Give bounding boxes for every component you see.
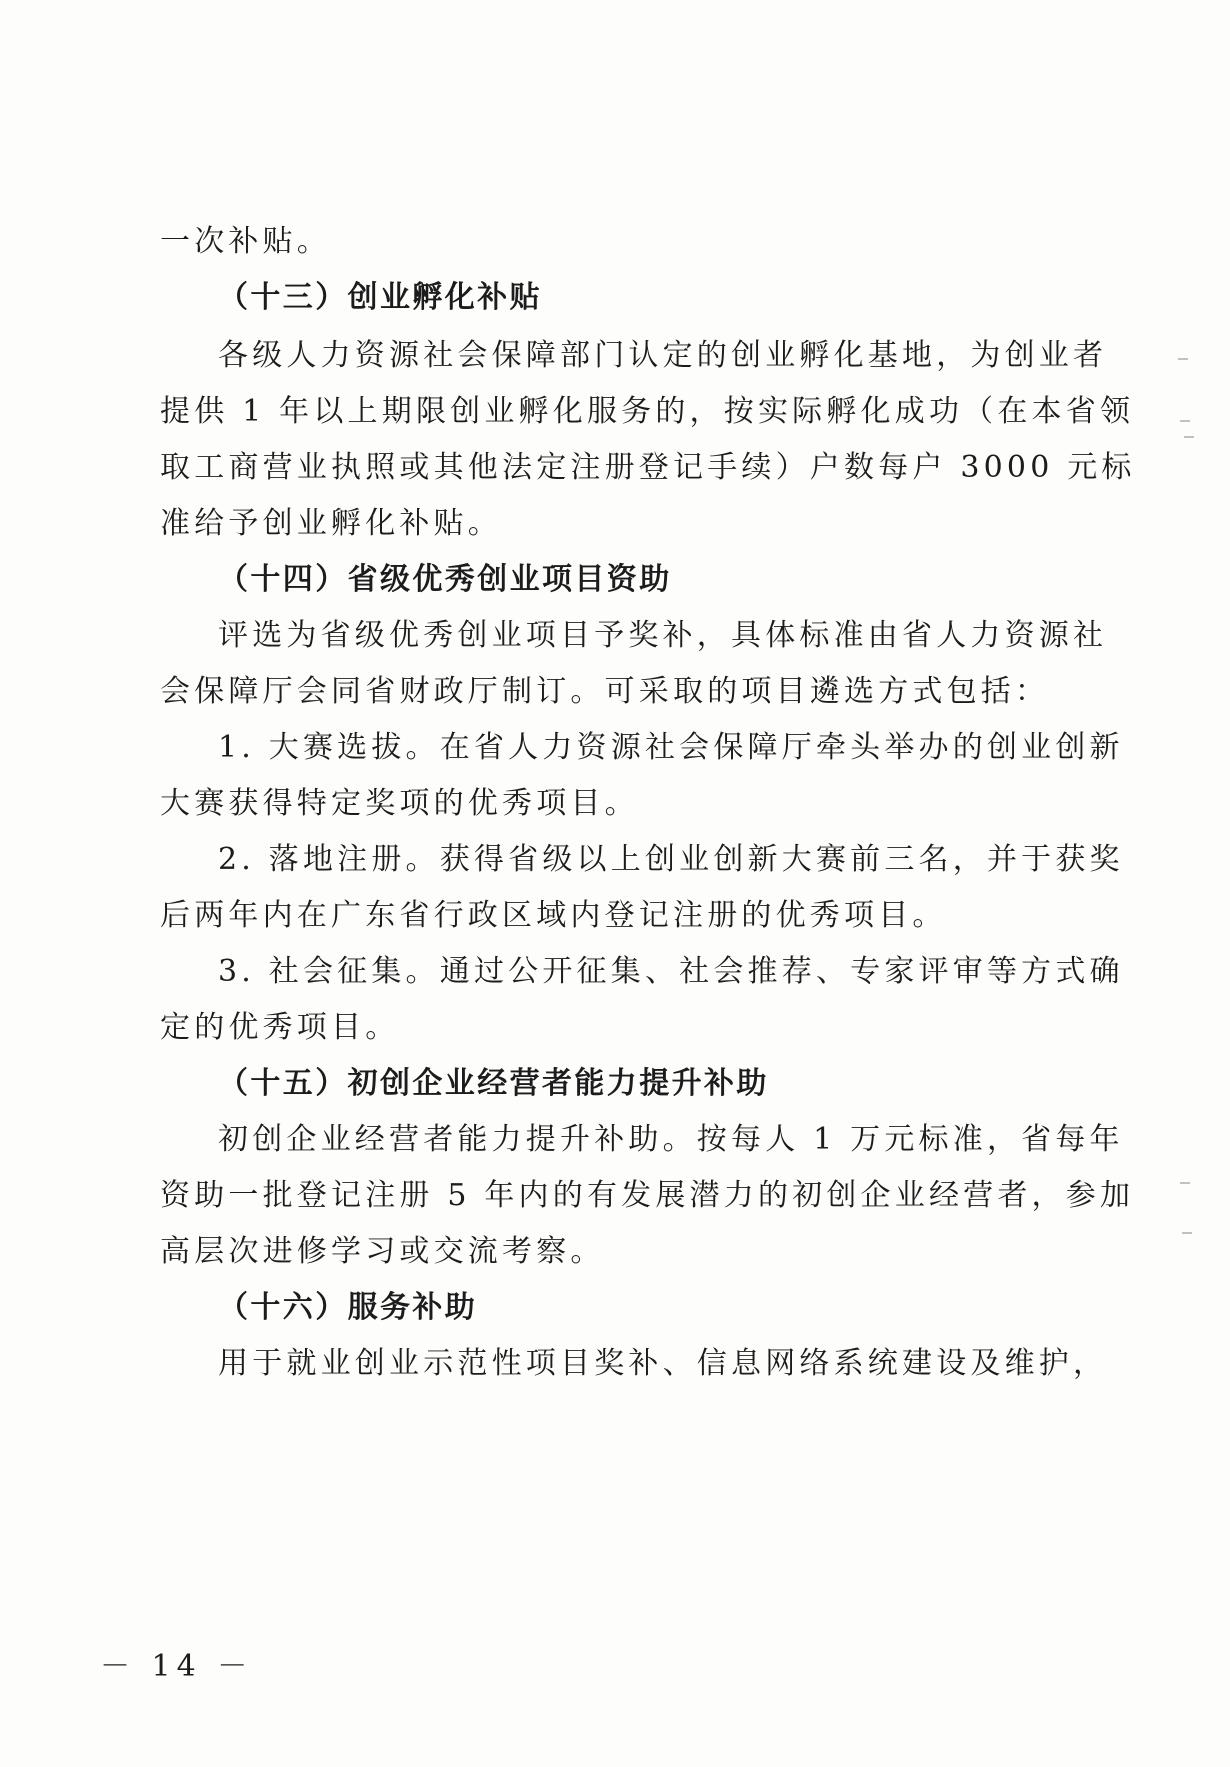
body-text-line: 准给予创业孵化补贴。 <box>160 506 502 541</box>
body-text-line: 用于就业创业示范性项目奖补、信息网络系统建设及维护， <box>218 1346 1108 1381</box>
body-text-line: 资助一批登记注册 5 年内的有发展潜力的初创企业经营者，参加 <box>160 1178 1135 1213</box>
section-heading-16: （十六）服务补助 <box>218 1290 478 1325</box>
list-item-1: 1. 大赛选拔。在省人力资源社会保障厅牵头举办的创业创新 <box>218 730 1124 765</box>
body-text-line: 大赛获得特定奖项的优秀项目。 <box>160 786 639 821</box>
body-text-line: 后两年内在广东省行政区域内登记注册的优秀项目。 <box>160 898 947 933</box>
list-item-3: 3. 社会征集。通过公开征集、社会推荐、专家评审等方式确 <box>218 954 1124 989</box>
body-text-line: 初创企业经营者能力提升补助。按每人 1 万元标准，省每年 <box>218 1122 1124 1157</box>
body-text-line: 取工商营业执照或其他法定注册登记手续）户数每户 3000 元标 <box>160 450 1136 485</box>
body-text-line: 一次补贴。 <box>160 224 331 259</box>
section-heading-13: （十三）创业孵化补贴 <box>218 280 542 315</box>
scan-speck <box>1180 1182 1190 1184</box>
section-heading-15: （十五）初创企业经营者能力提升补助 <box>218 1066 769 1101</box>
scan-speck <box>1178 358 1188 360</box>
body-text-line: 高层次进修学习或交流考察。 <box>160 1234 605 1269</box>
scan-speck <box>1180 420 1190 422</box>
body-text-line: 评选为省级优秀创业项目予奖补，具体标准由省人力资源社 <box>218 618 1108 653</box>
section-heading-14: （十四）省级优秀创业项目资助 <box>218 562 672 597</box>
list-item-2: 2. 落地注册。获得省级以上创业创新大赛前三名，并于获奖 <box>218 842 1124 877</box>
body-text-line: 会保障厅会同省财政厅制订。可采取的项目遴选方式包括： <box>160 674 1050 709</box>
body-text-line: 定的优秀项目。 <box>160 1010 400 1045</box>
scan-speck <box>1182 1232 1192 1234</box>
page-number: － 14 － <box>100 1649 254 1684</box>
body-text-line: 各级人力资源社会保障部门认定的创业孵化基地，为创业者 <box>218 338 1108 373</box>
body-text-line: 提供 1 年以上期限创业孵化服务的，按实际孵化成功（在本省领 <box>160 394 1135 429</box>
scan-speck <box>1184 436 1194 438</box>
